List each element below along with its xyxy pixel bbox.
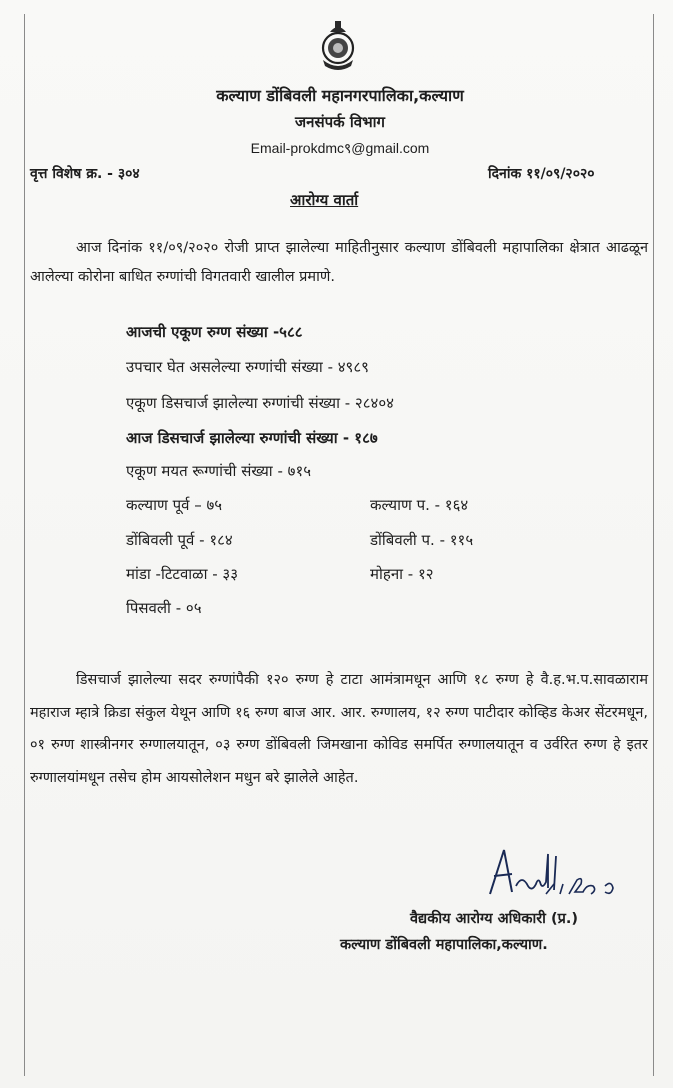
discharge-details-paragraph: डिसचार्ज झालेल्या सदर रुग्णांपैकी १२० रुग्ण हे टाटा आमंत्रामधून आणि १८ रुग्ण हे वै.ह.भ.प.सावळाराम महाराज म्हात्रे क्रिडा संकुल येथून आणि १६ रुग्ण बाज आर. आर. रुग्णालय, १२ रुग्ण पाटीदार कोव्हिड केअर सेंटरमधून, ०१ रुग्ण शास्त्रीनगर रुग्णालयातून, ०३ रुग्ण डोंबिवली जिमखाना कोविड समर्पित रुग्णालयातून व उर्वरित रुग्ण हे इतर रुग्णालयांमधून तसेच होम आयसोलेशन मधुन बरे झालेले आहेत. [30,672,648,786]
area-pisavali: पिसवली - ०५ [126,599,202,617]
handwritten-signature [482,846,632,906]
org-name-heading: कल्याण डोंबिवली महानगरपालिका,कल्याण [216,86,464,105]
stat-today-discharged: आज डिसचार्ज झालेल्या रुग्णांची संख्या - १८७ [126,429,378,447]
stat-total-discharged: एकूण डिसचार्ज झालेल्या रुग्णांची संख्या - २८४०४ [126,394,394,412]
signatory-organization: कल्याण डोंबिवली महापालिका,कल्याण. [340,937,548,953]
area-mohana: मोहना - १२ [370,565,434,583]
area-kalyan-west: कल्याण प. - १६४ [370,496,469,514]
stat-under-treatment: उपचार घेत असलेल्या रुग्णांची संख्या - ४९८९ [126,358,369,376]
signatory-designation: वैद्यकीय आरोग्य अधिकारी (प्र.) [410,911,578,927]
area-manda-titwala: मांडा -टिटवाळा - ३३ [126,565,239,583]
stat-today-total: आजची एकूण रुग्ण संख्या -५८८ [126,323,303,341]
intro-paragraph: आज दिनांक ११/०९/२०२० रोजी प्राप्त झालेल्या माहितीनुसार कल्याण डोंबिवली महापालिका क्षेत्रात आढळून आलेल्या कोरोना बाधित रुग्णांची विगतवारी खालील प्रमाणे. [30,240,648,285]
stat-total-deaths: एकूण मयत रूग्णांची संख्या - ७१५ [126,462,312,480]
email-address: Email-prokdmc९@gmail.com [250,140,430,156]
release-date: दिनांक ११/०९/२०२० [488,166,595,182]
reference-number: वृत्त विशेष क्र. - ३०४ [30,166,140,182]
department-name: जनसंपर्क विभाग [295,113,385,131]
municipal-emblem-icon [318,18,358,72]
area-dombivli-east: डोंबिवली पूर्व - १८४ [126,531,233,549]
area-dombivli-west: डोंबिवली प. - ११५ [370,531,474,549]
area-kalyan-east: कल्याण पूर्व – ७५ [126,496,223,514]
document-title: आरोग्य वार्ता [290,191,359,209]
